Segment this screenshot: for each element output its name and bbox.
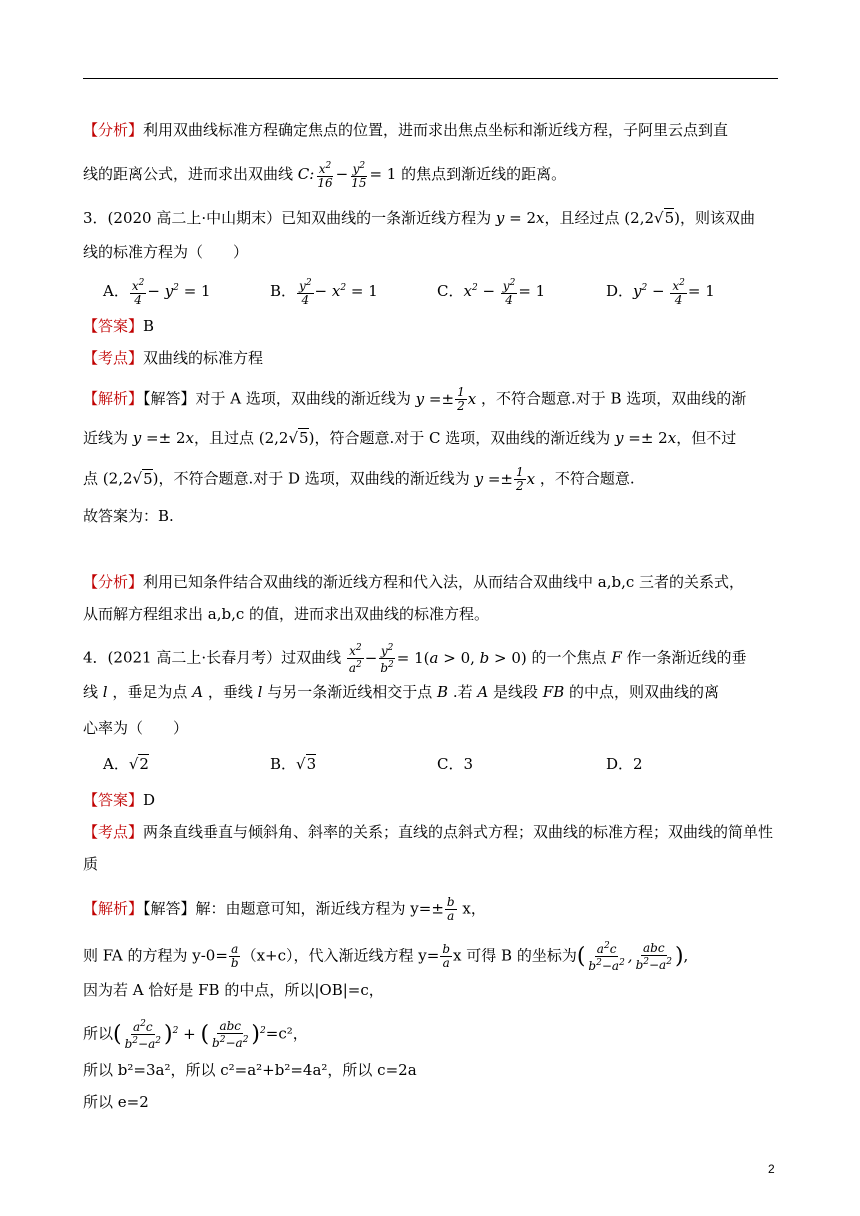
header-rule bbox=[83, 78, 778, 79]
q3-option-d[interactable]: D．$y^2$ − $\frac{x^2}{4}$ = 1 bbox=[606, 278, 715, 307]
q4-solution-line2: 则 FA 的方程为 y-0= $\frac{a}{b}$ （x+c），代入渐近线方程 y= $\frac{b}{a}$ x 可得 B 的坐标为( $\frac{a^2c}{b^2-a^2}$ , $\frac{\text{abc}}{b^2-a^2}$ ), bbox=[83, 940, 689, 973]
q4-option-b[interactable]: B．√3 bbox=[270, 755, 317, 773]
q2-analysis-line1: 【分析】利用双曲线标准方程确定焦点的位置，进而求出焦点坐标和渐近线方程，子阿里云点到直 bbox=[83, 121, 729, 139]
page-number: 2 bbox=[768, 1162, 775, 1176]
q4-solution-line5: 所以 b²=3a²，所以 c²=a²+b²=4a²，所以 c=2a bbox=[83, 1061, 417, 1079]
q3-conclusion: 故答案为：B. bbox=[83, 507, 174, 525]
q3-option-a[interactable]: A． $\frac{x^2}{4}$ − $y^2 = 1$ bbox=[103, 278, 211, 307]
q4-stem-line2: 线 l ，垂足为点 A ，垂线 l 与另一条渐近线相交于点 B .若 A 是线段 FB 的中点，则双曲线的离 bbox=[83, 683, 720, 701]
q3-option-c[interactable]: C．$x^2$ − $\frac{y^2}{4}$ = 1 bbox=[437, 278, 546, 307]
q3-solution-line2: 近线为 y =± 2x，且过点 (2,2√5)，符合题意.对于 C 选项，双曲线的渐近线为 y =± 2x，但不过 bbox=[83, 429, 737, 447]
q3-solution-line1: 【解析】【解答】对于 A 选项，双曲线的渐近线为 y =± $\frac{1}{2}$ x ，不符合题意.对于 B 选项，双曲线的渐 bbox=[83, 385, 747, 413]
analysis-tag: 【分析】 bbox=[83, 121, 144, 139]
q3-stem-line1: 3．(2020 高二上·中山期末）已知双曲线的一条渐近线方程为 y = 2x，且经过点 (2,2√5)，则该双曲 bbox=[83, 209, 755, 227]
q4-kaodian-line1: 【考点】两条直线垂直与倾斜角、斜率的关系；直线的点斜式方程；双曲线的标准方程；双曲线的简单性 bbox=[83, 823, 774, 841]
q3-stem-line2: 线的标准方程为（ ） bbox=[83, 243, 249, 261]
q4-option-d[interactable]: D．2 bbox=[606, 755, 643, 773]
q3-answer: 【答案】B bbox=[83, 317, 155, 335]
q3-solution-line3: 点 (2,2√5)，不符合题意.对于 D 选项，双曲线的渐近线为 y =± $\frac{1}{2}$ x ，不符合题意. bbox=[83, 465, 635, 493]
q4-stem-line3: 心率为（ ） bbox=[83, 719, 189, 737]
q4-option-c[interactable]: C．3 bbox=[437, 755, 474, 773]
q3-option-b[interactable]: B． $\frac{y^2}{4}$ − $x^2 = 1$ bbox=[270, 278, 378, 307]
q4-solution-line4: 所以( $\frac{a^2c}{b^2-a^2}$ )$^2$ + ( $\frac{\text{abc}}{b^2-a^2}$ )$^2$=c²， bbox=[83, 1018, 308, 1051]
q3-kaodian: 【考点】双曲线的标准方程 bbox=[83, 349, 264, 367]
q4-stem-line1: 4．(2021 高二上·长春月考）过双曲线 $\frac{x^2}{a^2}$ − $\frac{y^2}{b^2}$ = 1(a > 0, b > 0) 的一个焦点 F 作一条渐近线的垂 bbox=[83, 643, 747, 675]
q3-analysis-line1: 【分析】利用已知条件结合双曲线的渐近线方程和代入法，从而结合双曲线中 a,b,c 三者的关系式， bbox=[83, 573, 745, 591]
q4-option-a[interactable]: A．√2 bbox=[103, 755, 149, 773]
q4-solution-line3: 因为若 A 恰好是 FB 的中点，所以|OB|=c， bbox=[83, 981, 384, 999]
q2-analysis-line2: 线的距离公式，进而求出双曲线 C: $\frac{x^2}{16}$ − $\frac{y^2}{15}$ = 1 的焦点到渐近线的距离。 bbox=[83, 161, 567, 190]
q4-kaodian-line2: 质 bbox=[83, 855, 99, 873]
hyperbola-c-equation: C: $\frac{x^2}{16}$ − $\frac{y^2}{15}$ = 1 bbox=[297, 161, 397, 190]
q4-solution-line6: 所以 e=2 bbox=[83, 1093, 149, 1111]
q3-analysis-line2: 从而解方程组求出 a,b,c 的值，进而求出双曲线的标准方程。 bbox=[83, 605, 490, 623]
q4-solution-line1: 【解析】【解答】解：由题意可知，渐近线方程为 y=± $\frac{b}{a}$ x， bbox=[83, 895, 486, 923]
q4-answer: 【答案】D bbox=[83, 791, 156, 809]
